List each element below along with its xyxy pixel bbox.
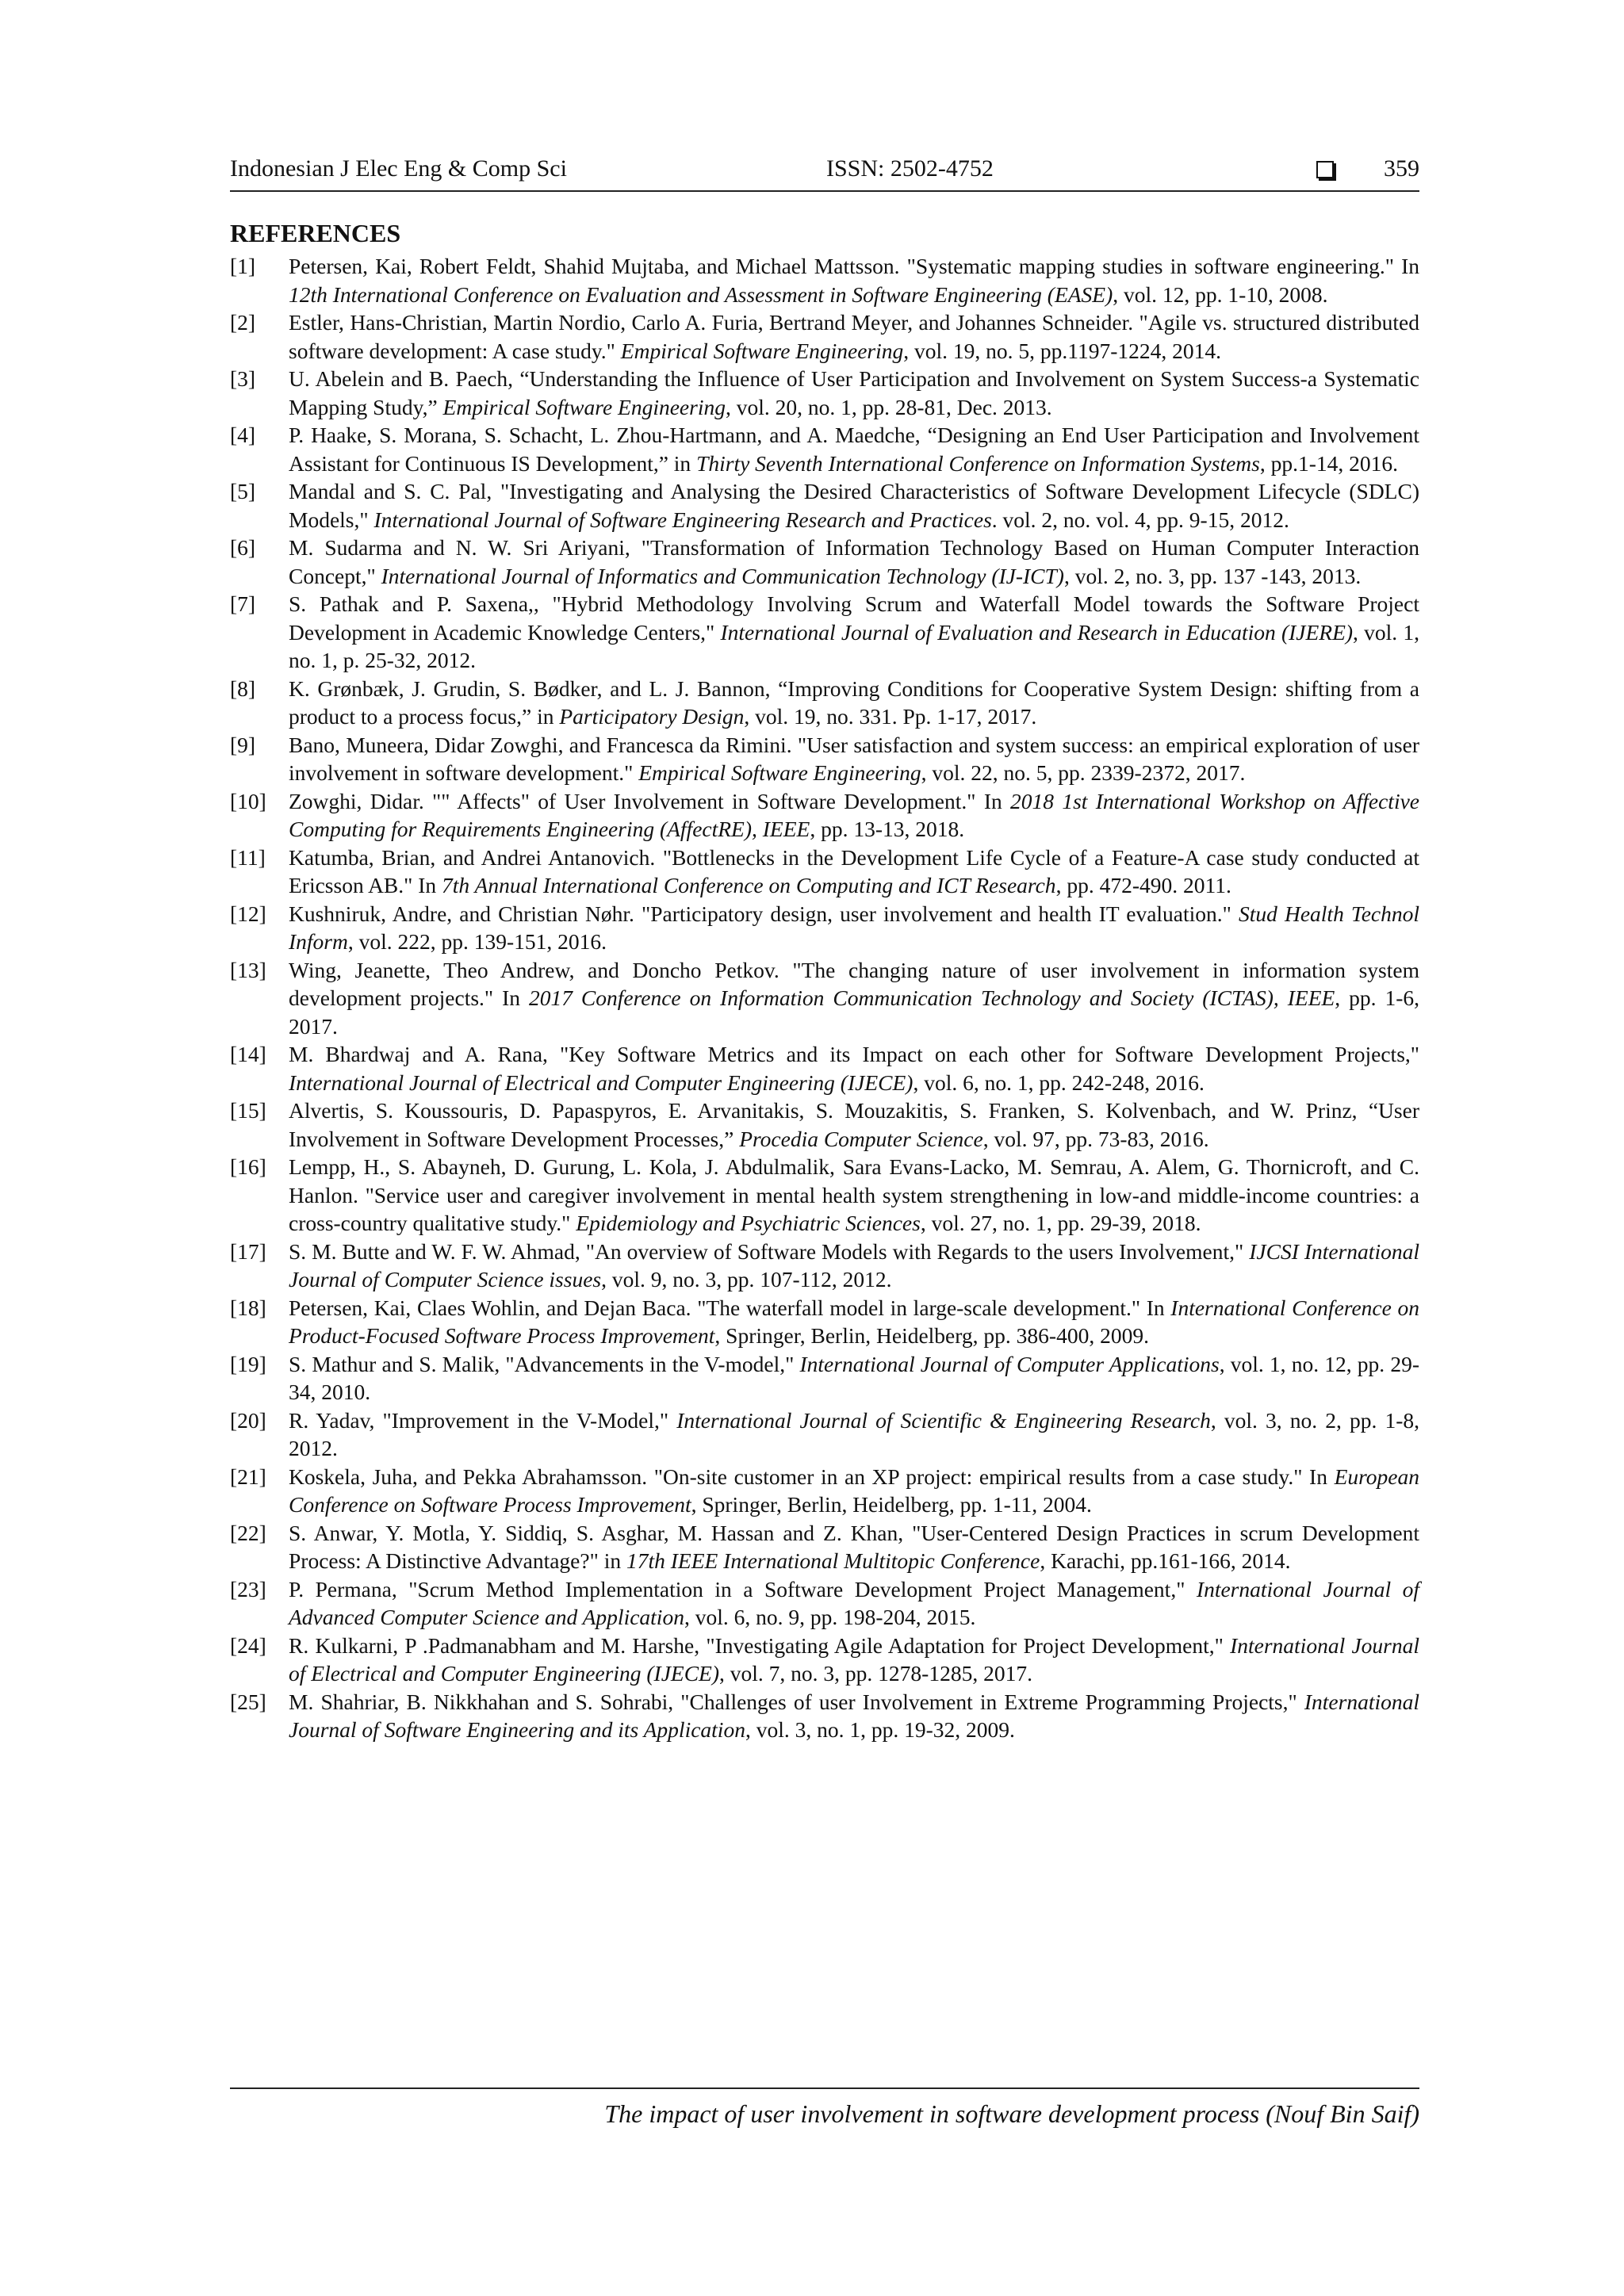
reference-text [289,477,1419,534]
reference-segment: , vol. 19, no. 331. Pp. 1-17, 2017. [744,704,1037,729]
reference-segment: P. Haake, S. Morana, S. Schacht, L. Zhou-Hartmann, and A. Maedche, “Designing an End User Participation and Involvement Assistant for Continuous IS Development,” in [289,423,1419,476]
reference-number: [6] [230,535,256,560]
reference-segment: Zowghi, Didar. "" Affects" of User Involvement in Software Development." In [289,788,1011,813]
reference-segment: Alvertis, S. Koussouris, D. Papaspyros, E. Arvanitakis, S. Mouzakitis, S. Franken, S. Kolvenbach, and W. Prinz, “User Involvement in Software Development Processes,” [289,1098,1419,1151]
reference-segment: , vol. 1, no. 1, p. 25-32, 2012. [289,619,1419,672]
reference-text [289,1688,1419,1744]
reference-number: [21] [230,1464,266,1489]
reference-segment: Katumba, Brian, and Andrei Antanovich. "Bottlenecks in the Development Life Cycle of a Feature-A case study conducted at Ericsson AB." In [289,844,1419,897]
reference-text [289,844,1419,900]
reference-number: [14] [230,1042,266,1066]
reference-segment: , vol. 6, no. 1, pp. 242-248, 2016. [913,1070,1205,1095]
reference-number: [12] [230,901,266,926]
reference-venue: International Journal of Software Engineering Research and Practices [373,507,992,532]
reference-number: [3] [230,366,256,391]
reference-segment: , vol. 6, no. 9, pp. 198-204, 2015. [684,1605,976,1629]
reference-item [230,590,1419,675]
reference-segment: Kushniruk, Andre, and Christian Nøhr. "Participatory design, user involvement and health IT evaluation." [289,901,1239,926]
reference-number: [19] [230,1351,266,1376]
reference-number: [10] [230,788,266,813]
reference-venue: Thirty Seventh International Conference on Information Systems [696,450,1260,476]
reference-text [289,956,1419,1041]
reference-segment: , vol. 9, no. 3, pp. 107-112, 2012. [601,1267,892,1292]
reference-venue: Stud Health Technol Inform [289,901,1419,954]
reference-text [289,252,1419,308]
reference-text [289,1153,1419,1238]
reference-number: [22] [230,1520,266,1545]
page-footer: The impact of user involvement in software development process (Nouf Bin Saif) [604,2099,1419,2128]
reference-segment: Bano, Muneera, Didar Zowghi, and Francesca da Rimini. "User satisfaction and system success: an empirical exploration of user involvement in software development." [289,732,1419,785]
reference-segment: R. Yadav, "Improvement in the V-Model," [289,1407,677,1433]
reference-item [230,675,1419,731]
reference-number: [5] [230,479,256,503]
reference-segment: M. Shahriar, B. Nikkhahan and S. Sohrabi, "Challenges of user Involvement in Extreme Programming Projects," [289,1689,1304,1714]
reference-number: [16] [230,1154,266,1179]
reference-segment: , Karachi, pp.161-166, 2014. [1040,1548,1291,1573]
reference-number: [24] [230,1632,266,1658]
reference-venue: 12th International Conference on Evaluation and Assessment in Software Engineering (EASE) [289,281,1113,307]
reference-venue: 2017 Conference on Information Communication Technology and Society (ICTAS), IEEE [528,985,1335,1010]
reference-segment: , pp. 472-490. 2011. [1055,873,1231,897]
reference-venue: International Journal of Electrical and Computer Engineering (IJECE) [289,1070,914,1095]
reference-venue: Epidemiology and Psychiatric Sciences [576,1211,921,1235]
reference-text [289,675,1419,731]
reference-number: [13] [230,957,266,982]
reference-number: [15] [230,1098,266,1123]
reference-number: [9] [230,732,256,757]
reference-venue: International Journal of Software Engineering and its Application [289,1689,1419,1742]
reference-venue: International Journal of Evaluation and Research in Education (IJERE) [720,619,1354,645]
reference-number: [17] [230,1238,266,1264]
reference-segment: K. Grønbæk, J. Grudin, S. Bødker, and L. J. Bannon, “Improving Conditions for Cooperative System Design: shifting from a product to a process focus,” in [289,675,1419,729]
reference-item [230,1096,1419,1153]
reference-item [230,1575,1419,1632]
reference-text [289,421,1419,477]
reference-segment: S. Mathur and S. Malik, "Advancements in the V-model," [289,1351,800,1376]
reference-text [289,1238,1419,1294]
reference-number: [23] [230,1576,266,1601]
reference-venue: 7th Annual International Conference on Computing and ICT Research [442,873,1056,897]
reference-item [230,1463,1419,1519]
reference-segment: U. Abelein and B. Paech, “Understanding the Influence of User Participation and Involvement on System Success-a Systematic Mapping Study,” [289,366,1419,419]
reference-item [230,844,1419,900]
reference-segment: M. Sudarma and N. W. Sri Ariyani, "Transformation of Information Technology Based on Human Computer Interaction Concept," [289,535,1419,588]
reference-item [230,477,1419,534]
reference-number: [20] [230,1407,266,1433]
reference-segment: , vol. 22, no. 5, pp. 2339-2372, 2017. [921,760,1246,785]
issn: ISSN: 2502-4752 [826,155,994,182]
reference-segment: , vol. 7, no. 3, pp. 1278-1285, 2017. [719,1661,1032,1686]
reference-item [230,308,1419,365]
reference-number: [25] [230,1689,266,1714]
reference-segment: , vol. 20, no. 1, pp. 28-81, Dec. 2013. [725,394,1052,419]
reference-item [230,1294,1419,1350]
reference-item [230,1406,1419,1463]
reference-segment: Petersen, Kai, Claes Wohlin, and Dejan Baca. "The waterfall model in large-scale development." In [289,1295,1171,1320]
reference-text [289,1040,1419,1096]
reference-venue: International Journal of Advanced Computer Science and Application [289,1576,1419,1629]
reference-venue: Participatory Design [559,704,745,729]
reference-venue: International Journal of Computer Applications [799,1351,1220,1376]
reference-text [289,787,1419,844]
reference-number: [11] [230,844,266,870]
reference-item [230,365,1419,421]
reference-segment: S. Pathak and P. Saxena,, "Hybrid Methodology Involving Scrum and Waterfall Model towards the Software Project Development in Academic Knowledge Centers," [289,591,1419,645]
reference-text [289,365,1419,421]
reference-venue: IJCSI International Journal of Computer Science issues [289,1238,1419,1292]
reference-segment: Estler, Hans-Christian, Martin Nordio, Carlo A. Furia, Bertrand Meyer, and Johannes Schneider. "Agile vs. structured distributed software development: A case study." [289,310,1419,363]
reference-segment: R. Kulkarni, P .Padmanabham and M. Harshe, "Investigating Agile Adaptation for Project Development," [289,1632,1231,1658]
reference-segment: , pp. 1-6, 2017. [289,985,1419,1039]
header-rule [230,190,1419,192]
page-header [230,155,1419,190]
reference-segment: Lempp, H., S. Abayneh, D. Gurung, L. Kola, J. Abdulmalik, Sara Evans-Lacko, M. Semrau, A. Alem, G. Thornicroft, and C. Hanlon. "Service user and caregiver involvement in mental health system strengthening in low-and middle-income countries: a cross-country qualitative study." [289,1154,1419,1235]
checkbox-square-icon [1316,161,1334,178]
reference-venue: International Journal of Scientific & Engineering Research [676,1407,1211,1433]
reference-item [230,1040,1419,1096]
reference-item [230,1632,1419,1688]
reference-segment: Mandal and S. C. Pal, "Investigating and Analysing the Desired Characteristics of Software Development Lifecycle (SDLC) Models," [289,479,1419,532]
reference-text [289,1463,1419,1519]
references-heading: REFERENCES [230,219,401,247]
reference-item [230,1350,1419,1406]
reference-number: [2] [230,310,256,335]
reference-text [289,308,1419,365]
reference-text [289,1519,1419,1575]
reference-text [289,1350,1419,1406]
reference-segment: , Springer, Berlin, Heidelberg, pp. 1-11, 2004. [691,1492,1092,1517]
reference-segment: , vol. 27, no. 1, pp. 29-39, 2018. [920,1211,1201,1235]
reference-segment: Koskela, Juha, and Pekka Abrahamsson. "On-site customer in an XP project: empirical results from a case study." In [289,1464,1335,1489]
reference-number: [4] [230,423,256,447]
reference-venue: International Journal of Electrical and Computer Engineering (IJECE) [289,1632,1419,1686]
reference-item [230,1519,1419,1575]
reference-segment: Petersen, Kai, Robert Feldt, Shahid Mujtaba, and Michael Mattsson. "Systematic mapping studies in software engineering." In [289,254,1419,278]
reference-number: [1] [230,254,256,278]
reference-item [230,421,1419,477]
reference-venue: Empirical Software Engineering [620,338,904,363]
reference-venue: International Journal of Informatics and Communication Technology (IJ-ICT) [381,563,1064,588]
reference-item [230,534,1419,590]
reference-segment: . vol. 2, no. vol. 4, pp. 9-15, 2012. [991,507,1289,532]
reference-segment: S. M. Butte and W. F. W. Ahmad, "An overview of Software Models with Regards to the users Involvement," [289,1238,1250,1264]
reference-number: [18] [230,1295,266,1320]
reference-item [230,787,1419,844]
reference-segment: Wing, Jeanette, Theo Andrew, and Doncho Petkov. "The changing nature of user involvement in information system development projects." In [289,957,1419,1010]
reference-item [230,1238,1419,1294]
reference-text [289,1632,1419,1688]
reference-item [230,1153,1419,1238]
reference-text [289,1406,1419,1463]
footer-rule [230,2087,1419,2089]
reference-text [289,534,1419,590]
page-number: 359 [1384,155,1419,182]
reference-item [230,956,1419,1041]
reference-venue: 2018 1st International Workshop on Affective Computing for Requirements Engineering (AffectRE), IEEE [289,788,1419,841]
reference-venue: European Conference on Software Process Improvement [289,1464,1419,1517]
reference-venue: Empirical Software Engineering [442,394,726,419]
reference-segment: , vol. 222, pp. 139-151, 2016. [347,929,607,954]
reference-number: [8] [230,675,256,701]
reference-text [289,1294,1419,1350]
reference-venue: Empirical Software Engineering [638,760,921,785]
reference-segment: , vol. 3, no. 2, pp. 1-8, 2012. [289,1407,1419,1460]
reference-segment: P. Permana, "Scrum Method Implementation in a Software Development Project Management," [289,1576,1197,1601]
reference-text [289,590,1419,675]
reference-segment: , vol. 1, no. 12, pp. 29-34, 2010. [289,1351,1419,1404]
journal-name: Indonesian J Elec Eng & Comp Sci [230,155,567,182]
reference-item [230,1688,1419,1744]
reference-segment: , pp.1-14, 2016. [1259,450,1399,476]
reference-number: [7] [230,591,256,616]
reference-venue: Procedia Computer Science [739,1126,983,1151]
reference-segment: , vol. 3, no. 1, pp. 19-32, 2009. [745,1717,1015,1742]
reference-segment: , vol. 12, pp. 1-10, 2008. [1113,281,1328,307]
reference-segment: M. Bhardwaj and A. Rana, "Key Software Metrics and its Impact on each other for Software Development Projects," [289,1042,1419,1066]
reference-item [230,252,1419,308]
reference-text [289,900,1419,956]
reference-segment: , vol. 19, no. 5, pp.1197-1224, 2014. [903,338,1222,363]
reference-segment: , vol. 97, pp. 73-83, 2016. [982,1126,1209,1151]
reference-venue: 17th IEEE International Multitopic Conference [626,1548,1040,1573]
reference-venue: International Conference on Product-Focused Software Process Improvement [289,1295,1419,1348]
reference-item [230,731,1419,787]
reference-segment: S. Anwar, Y. Motla, Y. Siddiq, S. Asghar, M. Hassan and Z. Khan, "User-Centered Design Practices in scrum Development Process: A Distinctive Advantage?" in [289,1520,1419,1573]
reference-list [230,252,1419,1744]
reference-segment: , pp. 13-13, 2018. [810,817,965,841]
reference-item [230,900,1419,956]
reference-text [289,731,1419,787]
reference-segment: , Springer, Berlin, Heidelberg, pp. 386-400, 2009. [714,1323,1149,1348]
reference-segment: , vol. 2, no. 3, pp. 137 -143, 2013. [1063,563,1362,588]
reference-text [289,1575,1419,1632]
reference-text [289,1096,1419,1153]
